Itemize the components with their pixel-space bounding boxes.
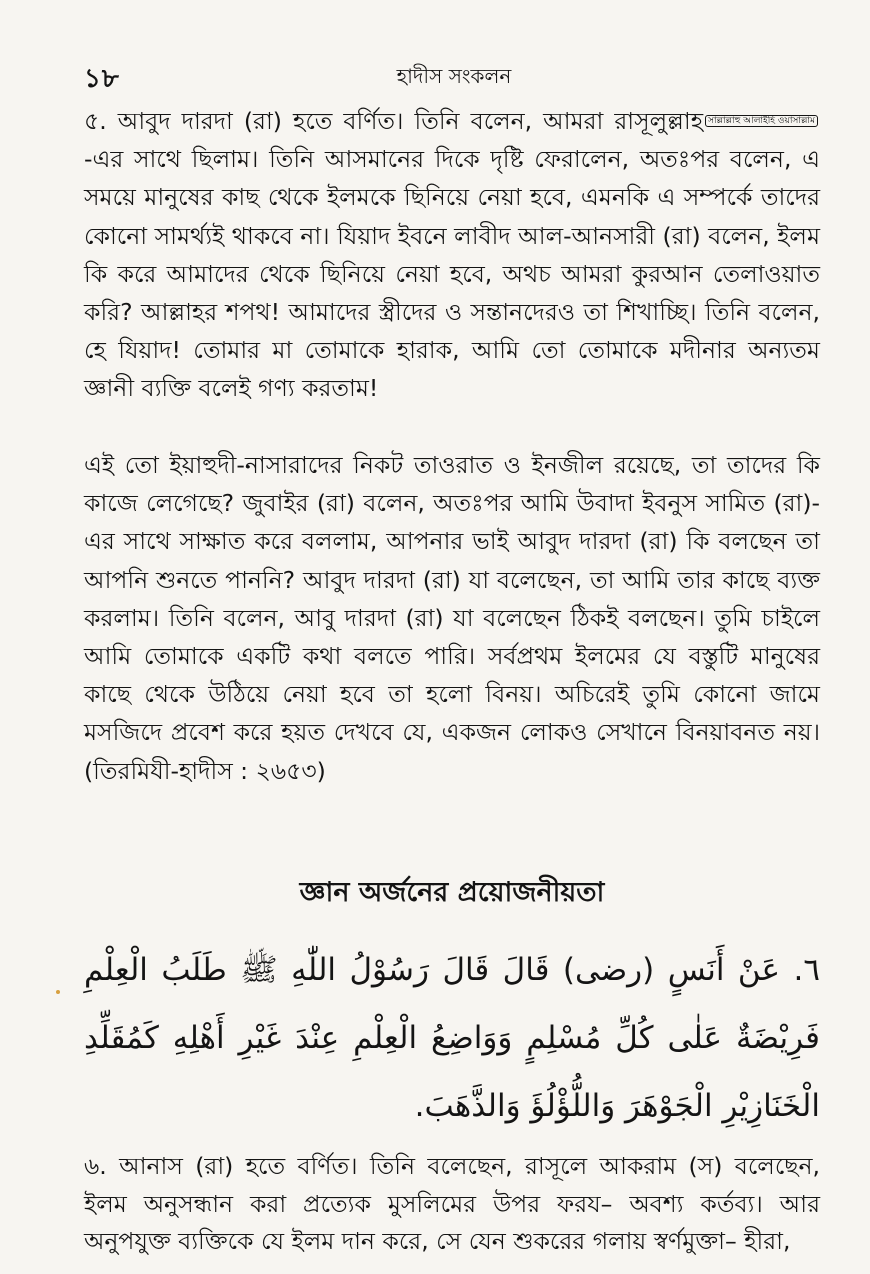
hadith-5-text-rest: -এর সাথে ছিলাম। তিনি আসমানের দিকে দৃষ্টি ফেরালেন, অতঃপর বলেন, এ সময়ে মানুষের কাছ থেকে ইলমকে ছিনিয়ে নেয়া হবে, এমনকি এ সম্পর্কে তাদের কোনো সামর্থ্যই থাকবে না। যিয়াদ ইবনে লাবীদ আল-আনসারী (রা) বলেন, ইলম কি করে আমাদের থেকে ছিনিয়ে নেয়া হবে, অথচ আমরা কুরআন তেলাওয়াত করি? আল্লাহর শপথ! আমাদের স্ত্রীদের ও সন্তানদেরও তা শিখাচ্ছি। তিনি বলেন, হে যিয়াদ! তোমার মা তোমাকে হারাক, আমি তো তোমাকে মদীনার অন্যতম জ্ঞানী ব্যক্তি বলেই গণ্য করতাম! xyxy=(84,145,820,403)
paper-speck xyxy=(56,990,60,994)
section-heading: জ্ঞান অর্জনের প্রয়োজনীয়তা xyxy=(299,877,605,908)
hadith-5-continuation: এই তো ইয়াহুদী-নাসারাদের নিকট তাওরাত ও ইনজীল রয়েছে, তা তাদের কি কাজে লেগেছে? জুবাইর (রা) বলেন, অতঃপর আমি উবাদা ইবনুস সামিত (রা)-এর সাথে সাক্ষাত করে বললাম, আপনার ভাই আবুদ দারদা (রা) কি বলছেন তা আপনি শুনতে পাননি? আবুদ দারদা (রা) যা বলেছেন, তা আমি তার কাছে ব্যক্ত করলাম। তিনি বলেন, আবু দারদা (রা) যা বলেছেন ঠিকই বলছেন। তুমি চাইলে আমি তোমাকে একটি কথা বলতে পারি। সর্বপ্রথম ইলমের যে বস্তুটি মানুষের কাছে থেকে উঠিয়ে নেয়া হবে তা হলো বিনয়। অচিরেই তুমি কোনো জামে মসজিদে প্রবেশ করে হয়ত দেখবে যে, একজন লোকও সেখানে বিনয়াবনত নয়। (তিরমিযী-হাদীস : ২৬৫৩) xyxy=(84,451,820,785)
honorific-ligature: সাল্লাল্লাহু আলাইহি ওয়াসাল্লাম xyxy=(705,115,818,127)
hadith-5-paragraph xyxy=(84,102,820,408)
page-header xyxy=(84,56,824,92)
arabic-hadith-6: ٦. عَنْ أَنَسٍ (رضى) قَالَ قَالَ رَسُوْلُ اللّٰهِ ﷺ طَلَبُ الْعِلْمِ فَرِيْضَةٌ عَلٰى كُلِّ مُسْلِمٍ وَوَاضِعُ الْعِلْمِ عِنْدَ غَيْرِ أَهْلِهِ كَمُقَلِّدِ الْخَنَازِيْرِ الْجَوْهَرَ وَاللُّؤْلُؤَ وَالذَّهَبَ. xyxy=(84,952,820,1124)
page-number: ১৮ xyxy=(84,64,120,94)
hadith-6-translation: ৬. আনাস (রা) হতে বর্ণিত। তিনি বলেছেন, রাসূলে আকরাম (স) বলেছেন, ইলম অনুসন্ধান করা প্রত্যেক মুসলিমের উপর ফরয– অবশ্য কর্তব্য। আর অনুপযুক্ত ব্যক্তিকে যে ইলম দান করে, সে যেন শুকরের গলায় স্বর্ণমুক্তা– হীরা, xyxy=(84,1152,820,1256)
running-title: হাদীস সংকলন xyxy=(396,64,512,88)
hadith-5-text-start: ৫. আবুদ দারদা (রা) হতে বর্ণিত। তিনি বলেন, আমরা রাসূলুল্লাহ xyxy=(84,107,704,135)
